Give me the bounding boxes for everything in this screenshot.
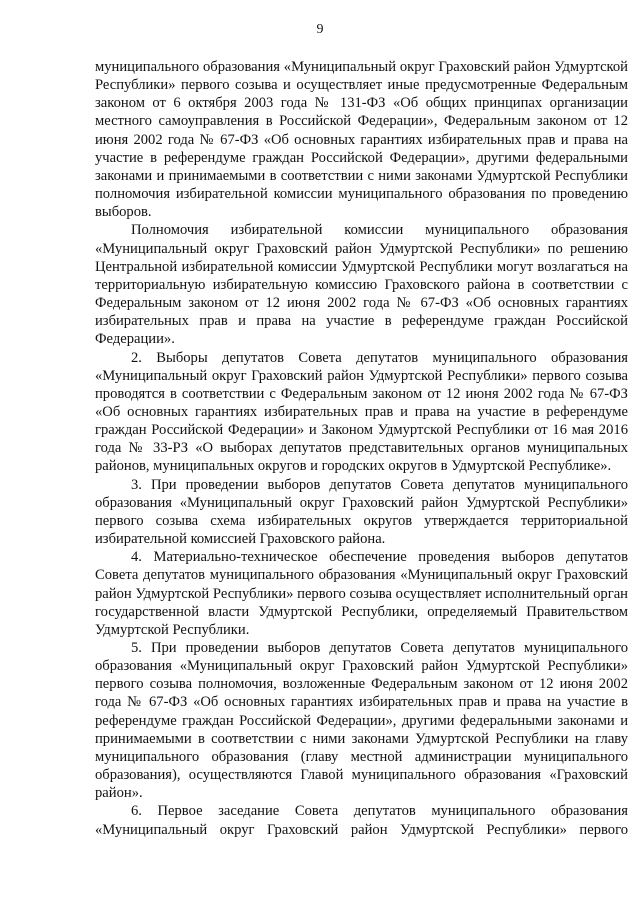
paragraph-4: 3. При проведении выборов депутатов Совета депутатов муниципального образования «Муниципальный округ Граховский район Удмуртской Республики» первого созыва схема избирательных округов утверждается территориальной избирательной комиссией Граховского района. xyxy=(95,476,628,548)
paragraph-2: Полномочия избирательной комиссии муниципального образования «Муниципальный округ Граховский район Удмуртской Республики» по решению Центральной избирательной комиссии Удмуртской Республики могут возлагаться на территориальную избирательную комиссию Граховского района в соответствии с Федеральным законом от 12 июня 2002 года № 67-ФЗ «Об основных гарантиях избирательных прав и права на участие в референдуме граждан Российской Федерации». xyxy=(95,222,628,348)
paragraph-7: 6. Первое заседание Совета депутатов муниципального образования «Муниципальный округ Граховский район Удмуртской Республики» первого xyxy=(95,803,628,838)
page-number: 9 xyxy=(316,22,324,37)
document-body xyxy=(95,58,628,839)
paragraph-5: 4. Материально-техническое обеспечение проведения выборов депутатов Совета депутатов муниципального образования «Муниципальный округ Граховский район Удмуртской Республики» первого созыва осуществляет исполнительный орган государственной власти Удмуртской Республики, определяемый Правительством Удмуртской Республики. xyxy=(95,549,628,638)
paragraph-3: 2. Выборы депутатов Совета депутатов муниципального образования «Муниципальный округ Граховский район Удмуртской Республики» первого созыва проводятся в соответствии с Федеральным законом от 12 июня 2002 года № 67-ФЗ «Об основных гарантиях избирательных прав и права на участие в референдуме граждан Российской Федерации» и Законом Удмуртской Республики от 16 мая 2016 года № 33-РЗ «О выборах депутатов представительных органов муниципальных районов, муниципальных округов и городских округов в Удмуртской Республике». xyxy=(95,349,628,475)
paragraph-6: 5. При проведении выборов депутатов Совета депутатов муниципального образования «Муниципальный округ Граховский район Удмуртской Республики» первого созыва полномочия, возложенные Федеральным законом от 12 июня 2002 года № 67-ФЗ «Об основных гарантиях избирательных прав и права на участие в референдуме граждан Российской Федерации», другими федеральными законами и принимаемыми в соответствии с ними законами Удмуртской Республики на главу муниципального образования (главу местной администрации муниципального образования), осуществляются Главой муниципального образования «Граховский район». xyxy=(95,640,628,802)
paragraph-1: муниципального образования «Муниципальный округ Граховский район Удмуртской Республики» первого созыва и осуществляет иные предусмотренные Федеральным законом от 6 октября 2003 года № 131-ФЗ «Об общих принципах организации местного самоуправления в Российской Федерации», Федеральным законом от 12 июня 2002 года № 67-ФЗ «Об основных гарантиях избирательных прав и права на участие в референдуме граждан Российской Федерации», другими федеральными законами и принимаемыми в соответствии с ними законами Удмуртской Республики полномочия избирательной комиссии муниципального образования по проведению выборов. xyxy=(95,59,628,221)
